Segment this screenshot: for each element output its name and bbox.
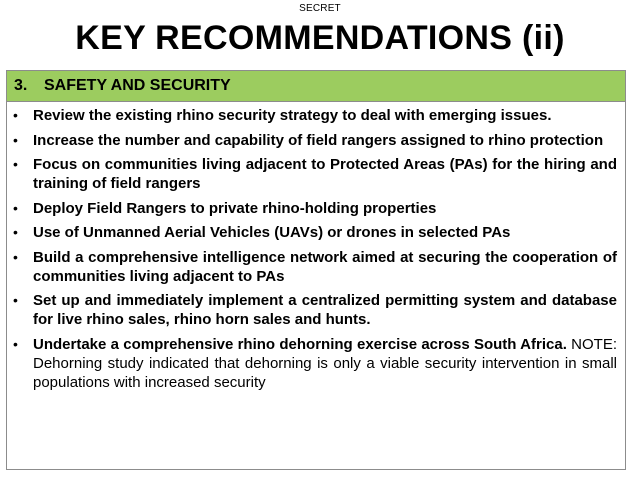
- bullet-icon: •: [13, 156, 18, 172]
- slide-title: KEY RECOMMENDATIONS (ii): [75, 19, 565, 57]
- bullet-icon: •: [13, 199, 18, 216]
- list-item: [13, 131, 617, 150]
- recommendation-text: Increase the number and capability of field rangers assigned to rhino protection: [33, 131, 604, 149]
- bullet-icon: •: [13, 224, 18, 240]
- recommendation-main-text: Undertake a comprehensive rhino dehorning exercise across South Africa.: [33, 335, 567, 353]
- recommendation-text: Deploy Field Rangers to private rhino-holding properties: [33, 199, 437, 217]
- list-item: [13, 155, 617, 193]
- recommendation-text: Build a comprehensive intelligence network aimed at securing the cooperation of communities living adjacent to PAs: [33, 248, 617, 285]
- classification-label: SECRET: [299, 3, 341, 14]
- list-item: [13, 291, 617, 329]
- list-item: [13, 335, 617, 392]
- recommendation-list: [7, 102, 625, 392]
- bullet-icon: •: [13, 335, 18, 352]
- list-item: [13, 199, 617, 218]
- recommendation-text: Review the existing rhino security strategy to deal with emerging issues.: [33, 107, 552, 124]
- recommendation-text: Use of Unmanned Aerial Vehicles (UAVs) or drones in selected PAs: [33, 224, 511, 241]
- bullet-icon: •: [13, 292, 18, 308]
- recommendations-panel: [6, 70, 626, 470]
- list-item: [13, 248, 617, 286]
- bullet-icon: •: [13, 131, 18, 148]
- recommendation-text: Focus on communities living adjacent to Protected Areas (PAs) for the hiring and training of field rangers: [33, 156, 617, 192]
- recommendation-text: [33, 335, 617, 392]
- section-number: 3.: [14, 77, 28, 94]
- list-item: [13, 223, 617, 242]
- bullet-icon: •: [13, 107, 18, 123]
- section-header: [7, 71, 625, 102]
- dehorning-note: NOTE: Dehorning study indicated that dehorning is only a viable security intervention in small populations with increased security: [33, 335, 618, 391]
- bullet-icon: •: [13, 248, 18, 265]
- list-item: [13, 106, 617, 125]
- section-title: SAFETY AND SECURITY: [44, 77, 231, 94]
- recommendation-text: Set up and immediately implement a centralized permitting system and database for live rhino sales, rhino horn sales and hunts.: [33, 292, 617, 328]
